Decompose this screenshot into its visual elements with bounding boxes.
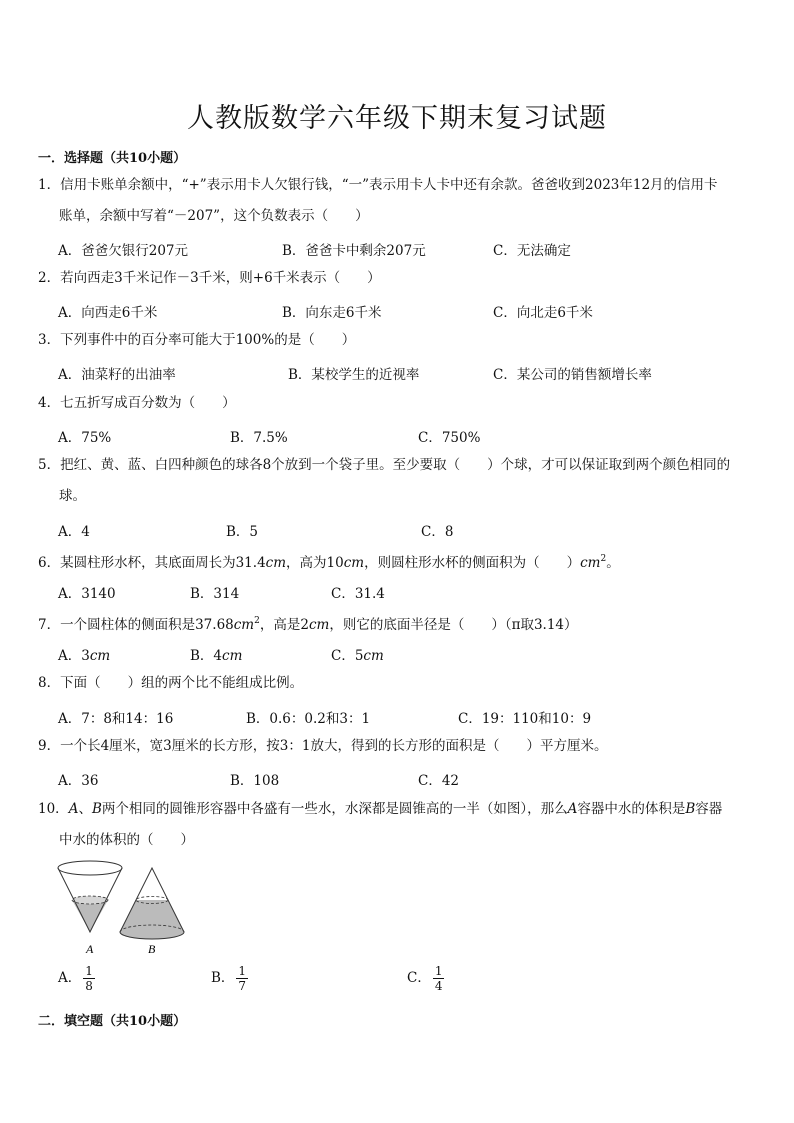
option-text: C．5: [331, 648, 364, 664]
question-number: 4．: [38, 395, 61, 411]
numerator: 1: [434, 964, 443, 978]
superscript: 2: [254, 616, 260, 626]
option-text: A．: [58, 970, 82, 986]
container-label-a: A: [567, 801, 578, 817]
container-label-b: B: [91, 801, 102, 817]
option-b[interactable]: B．314: [190, 586, 240, 602]
question-9: [38, 731, 760, 762]
unit-cm: cm: [343, 555, 365, 571]
option-b[interactable]: B．向东走6千米: [282, 305, 382, 321]
option-text: B．4: [190, 648, 223, 664]
question-text: 下列事件中的百分率可能大于100%的是（ ）: [60, 332, 356, 348]
numerator: 1: [85, 964, 93, 978]
option-a[interactable]: A．爸爸欠银行207元: [58, 243, 189, 259]
option-c[interactable]: [407, 964, 444, 993]
options-10: [58, 962, 758, 1000]
denominator: 4: [434, 979, 443, 993]
question-number: 7．: [38, 617, 61, 633]
question-text: 两个相同的圆锥形容器中各盛有一些水，水深都是圆锥高的一半（如图），那么: [101, 801, 568, 817]
option-text: C．: [407, 970, 431, 986]
cone-figure: [50, 856, 210, 956]
fraction: [433, 964, 445, 993]
option-text: B．: [211, 970, 235, 986]
option-c[interactable]: C．31.4: [331, 586, 385, 602]
option-c[interactable]: [331, 644, 384, 664]
option-c[interactable]: C．8: [421, 524, 454, 540]
options-6: [58, 582, 758, 602]
option-c[interactable]: C．750%: [418, 430, 481, 446]
question-3: [38, 325, 760, 356]
question-text: 。: [606, 555, 620, 571]
question-number: 3．: [38, 332, 61, 348]
question-8: [38, 668, 760, 699]
option-a[interactable]: A．36: [58, 773, 99, 789]
question-text: 、: [78, 801, 92, 817]
container-label-a: A: [68, 801, 79, 817]
option-c[interactable]: C．无法确定: [493, 243, 571, 259]
section-heading-fill: 二．填空题（共10小题）: [38, 1014, 187, 1029]
question-2: [38, 263, 760, 294]
question-text: 容器: [695, 801, 723, 817]
question-text-line2: 账单，余额中写着“－207”，这个负数表示（ ）: [59, 208, 369, 224]
cone-a: [58, 861, 122, 932]
options-7: [58, 644, 758, 664]
option-b[interactable]: B．0.6：0.2和3：1: [246, 711, 371, 727]
fraction: [83, 964, 95, 993]
figure-label-b: B: [148, 942, 156, 956]
question-1: [38, 170, 760, 232]
question-number: 6．: [38, 555, 61, 571]
option-a[interactable]: A．3140: [58, 586, 116, 602]
question-number: 5．: [38, 457, 61, 473]
options-4: [58, 426, 758, 446]
unit-cm: cm: [89, 648, 111, 664]
superscript: 2: [600, 554, 607, 564]
options-5: [58, 520, 758, 540]
question-text-line2: 中水的体积的（ ）: [59, 832, 194, 848]
question-text: 下面（ ）组的两个比不能组成比例。: [60, 675, 304, 691]
option-b[interactable]: [190, 644, 242, 664]
question-7: [38, 606, 760, 641]
denominator: 8: [85, 979, 93, 993]
cone-b: [120, 868, 184, 939]
option-b[interactable]: B．某校学生的近视率: [288, 367, 420, 383]
option-c[interactable]: C．某公司的销售额增长率: [493, 367, 652, 383]
question-text: 七五折写成百分数为（ ）: [60, 395, 236, 411]
unit-cm: cm: [580, 555, 601, 571]
option-a[interactable]: A．4: [58, 524, 90, 540]
question-10: [38, 794, 760, 856]
option-b[interactable]: B．108: [230, 773, 280, 789]
section-heading-choice: 一．选择题（共10小题）: [38, 151, 187, 166]
question-text-line2: 球。: [59, 488, 86, 504]
question-4: [38, 388, 760, 419]
question-text: ，高是2: [259, 617, 309, 633]
question-text: 把红、黄、蓝、白四种颜色的球各8个放到一个袋子里。至少要取（ ）个球，才可以保证取到两个颜色相同的: [60, 457, 731, 473]
option-a[interactable]: A．75%: [58, 430, 112, 446]
question-number: 8．: [38, 675, 61, 691]
unit-cm: cm: [363, 648, 384, 664]
fraction: [236, 964, 248, 993]
option-a[interactable]: A．7：8和14：16: [58, 711, 174, 727]
option-b[interactable]: B．5: [226, 524, 259, 540]
numerator: 1: [238, 964, 247, 978]
question-text: ，则它的底面半径是（ ）（π取3.14）: [329, 617, 578, 633]
option-b[interactable]: B．7.5%: [230, 430, 288, 446]
unit-cm: cm: [265, 555, 287, 571]
options-8: [58, 707, 758, 727]
unit-cm: cm: [308, 617, 330, 633]
unit-cm: cm: [222, 648, 243, 664]
option-c[interactable]: C．向北走6千米: [493, 305, 593, 321]
question-number: 10．: [38, 801, 69, 817]
question-text: 信用卡账单余额中，“+”表示用卡人欠银行钱，“一”表示用卡人卡中还有余款。爸爸收到2023年12月的信用卡: [60, 177, 718, 193]
option-text: A．3: [58, 648, 90, 664]
denominator: 7: [238, 979, 247, 993]
option-b[interactable]: B．爸爸卡中剩余207元: [282, 243, 426, 259]
container-label-b: B: [685, 801, 696, 817]
options-9: [58, 769, 758, 789]
question-number: 9．: [38, 738, 61, 754]
options-1: [58, 239, 758, 259]
option-a[interactable]: A．向西走6千米: [58, 305, 158, 321]
question-number: 2．: [38, 270, 61, 286]
question-6: [38, 544, 760, 579]
question-text: 一个长4厘米，宽3厘米的长方形，按3：1放大，得到的长方形的面积是（ ）平方厘米。: [60, 738, 608, 754]
figure-label-a: A: [86, 942, 94, 956]
option-c[interactable]: C．42: [418, 773, 460, 789]
question-text: 某圆柱形水杯，其底面周长为31.4: [60, 555, 266, 571]
question-text: 容器中水的体积是: [577, 801, 686, 817]
question-text: ，高为10: [286, 555, 344, 571]
question-text: 若向西走3千米记作－3千米，则+6千米表示（ ）: [60, 270, 381, 286]
option-a[interactable]: [58, 964, 95, 993]
option-a[interactable]: A．油菜籽的出油率: [58, 367, 176, 383]
question-text: ，则圆柱形水杯的侧面积为（ ）: [364, 555, 581, 571]
options-2: [58, 301, 758, 321]
options-3: [58, 363, 758, 383]
option-a[interactable]: [58, 644, 110, 664]
question-5: [38, 450, 760, 512]
question-text: 一个圆柱体的侧面积是37.68: [60, 617, 234, 633]
option-c[interactable]: C．19：110和10：9: [458, 711, 592, 727]
question-number: 1．: [38, 177, 61, 193]
option-b[interactable]: [211, 964, 248, 993]
cones-diagram: [50, 856, 210, 956]
unit-cm: cm: [233, 617, 255, 633]
page-title: 人教版数学六年级下期末复习试题: [187, 103, 607, 134]
